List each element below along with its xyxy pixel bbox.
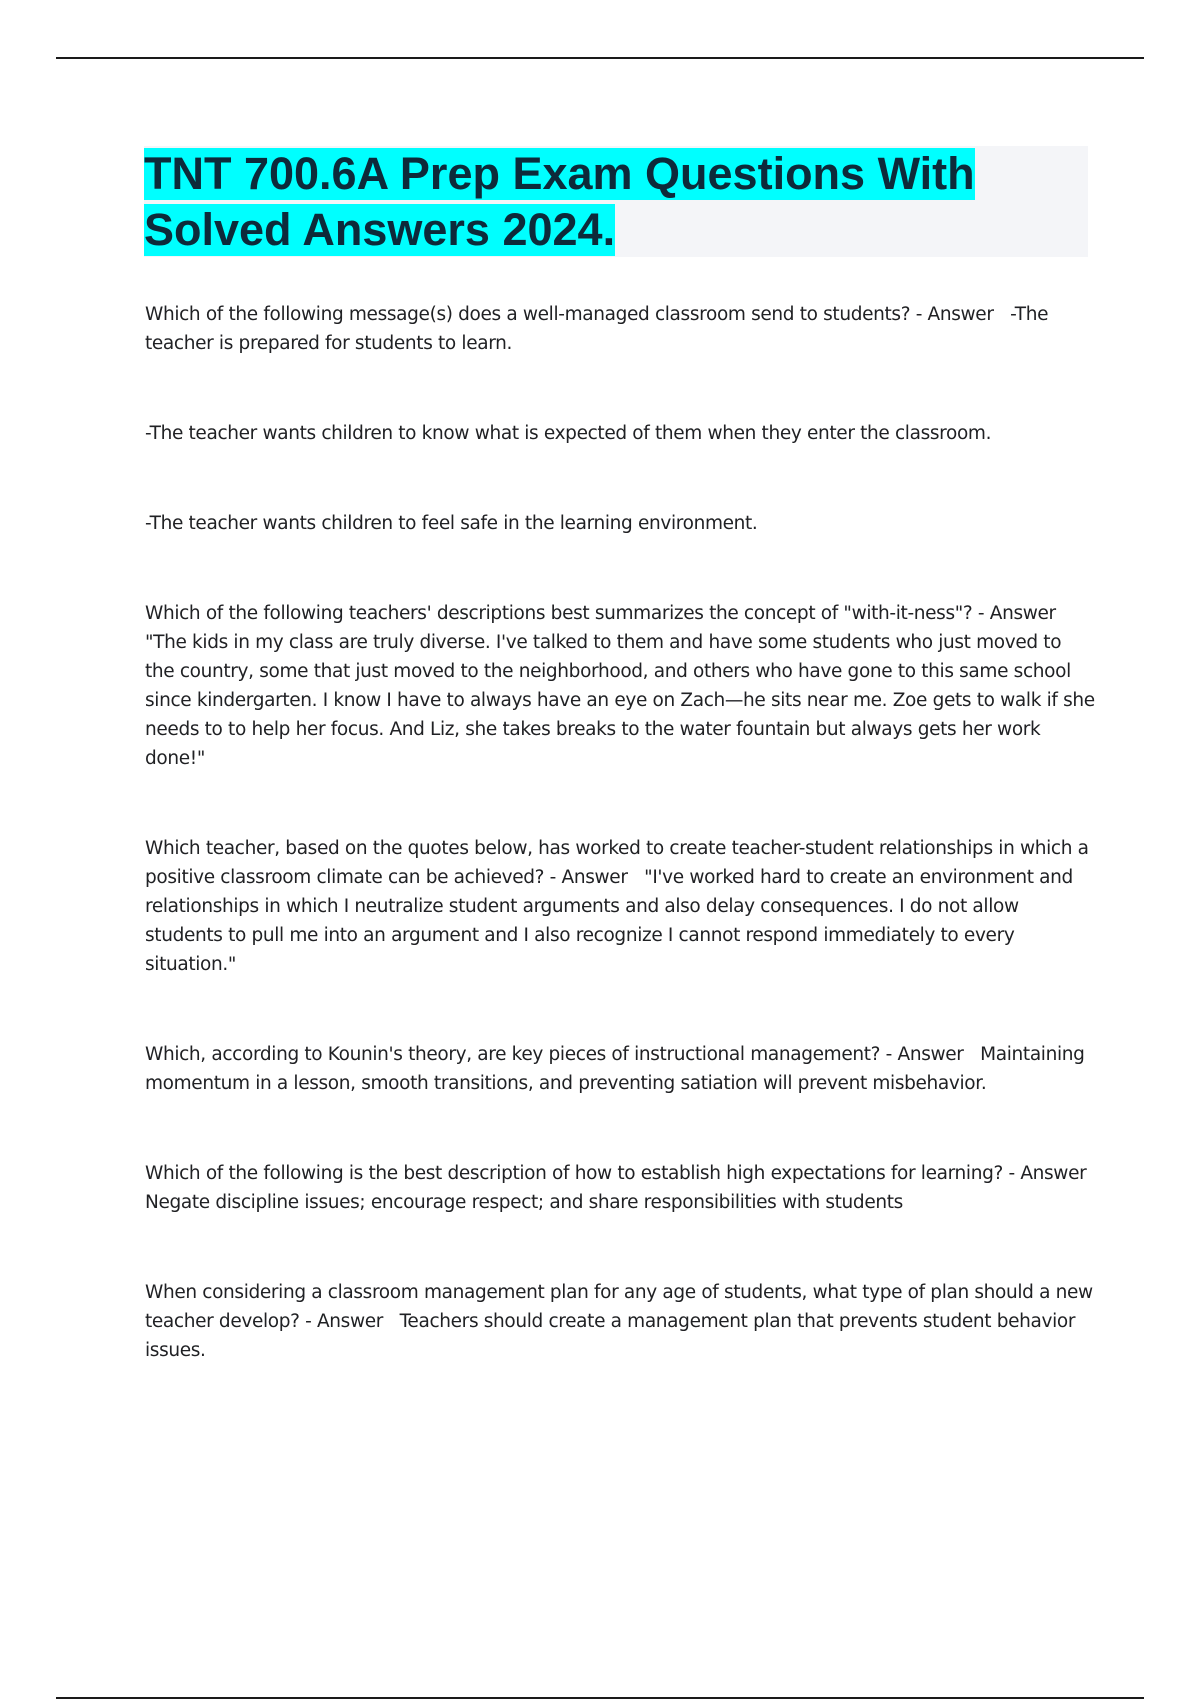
answer-paragraph: -The teacher wants children to know what is expected of them when they enter the classroom. xyxy=(145,423,992,444)
answer-paragraph: -The teacher wants children to feel safe in the learning environment. xyxy=(145,513,758,534)
question-paragraph: Which, according to Kounin's theory, are key pieces of instructional management? - Answer Maintaining momentum in a lesson, smooth transitions, and preventing satiation will prevent misbehavior. xyxy=(145,1044,1091,1094)
question-paragraph: Which of the following message(s) does a well-managed classroom send to students? - Answer -The teacher is prepared for students to learn. xyxy=(145,304,1054,354)
question-paragraph: Which of the following is the best description of how to establish high expectations for learning? - Answer Negate discipline issues; encourage respect; and share responsibilities with students xyxy=(145,1163,1103,1213)
question-paragraph: Which of the following teachers' descriptions best summarizes the concept of "with-it-ness"? - Answer "The kids in my class are truly diverse. I've talked to them and have some students who just moved to the country, some that just moved to the neighborhood, and others who have gone to this same school since kindergarten. I know I have to always have an eye on Zach—he sits near me. Zoe gets to walk if she needs to to help her focus. And Liz, she takes breaks to the water fountain but always gets her work done!" xyxy=(145,603,1101,769)
title-block xyxy=(144,146,1088,257)
title-line-2: Solved Answers 2024. xyxy=(144,204,616,255)
document-title xyxy=(144,146,1088,258)
question-paragraph: When considering a classroom management plan for any age of students, what type of plan should a new teacher develop? - Answer Teachers should create a management plan that prevents student behavior issues. xyxy=(145,1282,1099,1361)
bottom-rule xyxy=(56,1697,1144,1699)
question-paragraph: Which teacher, based on the quotes below, has worked to create teacher-student relationships in which a positive classroom climate can be achieved? - Answer "I've worked hard to create an environment and relationships in which I neutralize student arguments and also delay consequences. I do not allow students to pull me into an argument and I also recognize I cannot respond immediately to every situation." xyxy=(145,838,1095,975)
top-rule xyxy=(56,57,1144,59)
document-body xyxy=(145,300,1103,1365)
title-line-1: TNT 700.6A Prep Exam Questions With xyxy=(144,148,975,199)
